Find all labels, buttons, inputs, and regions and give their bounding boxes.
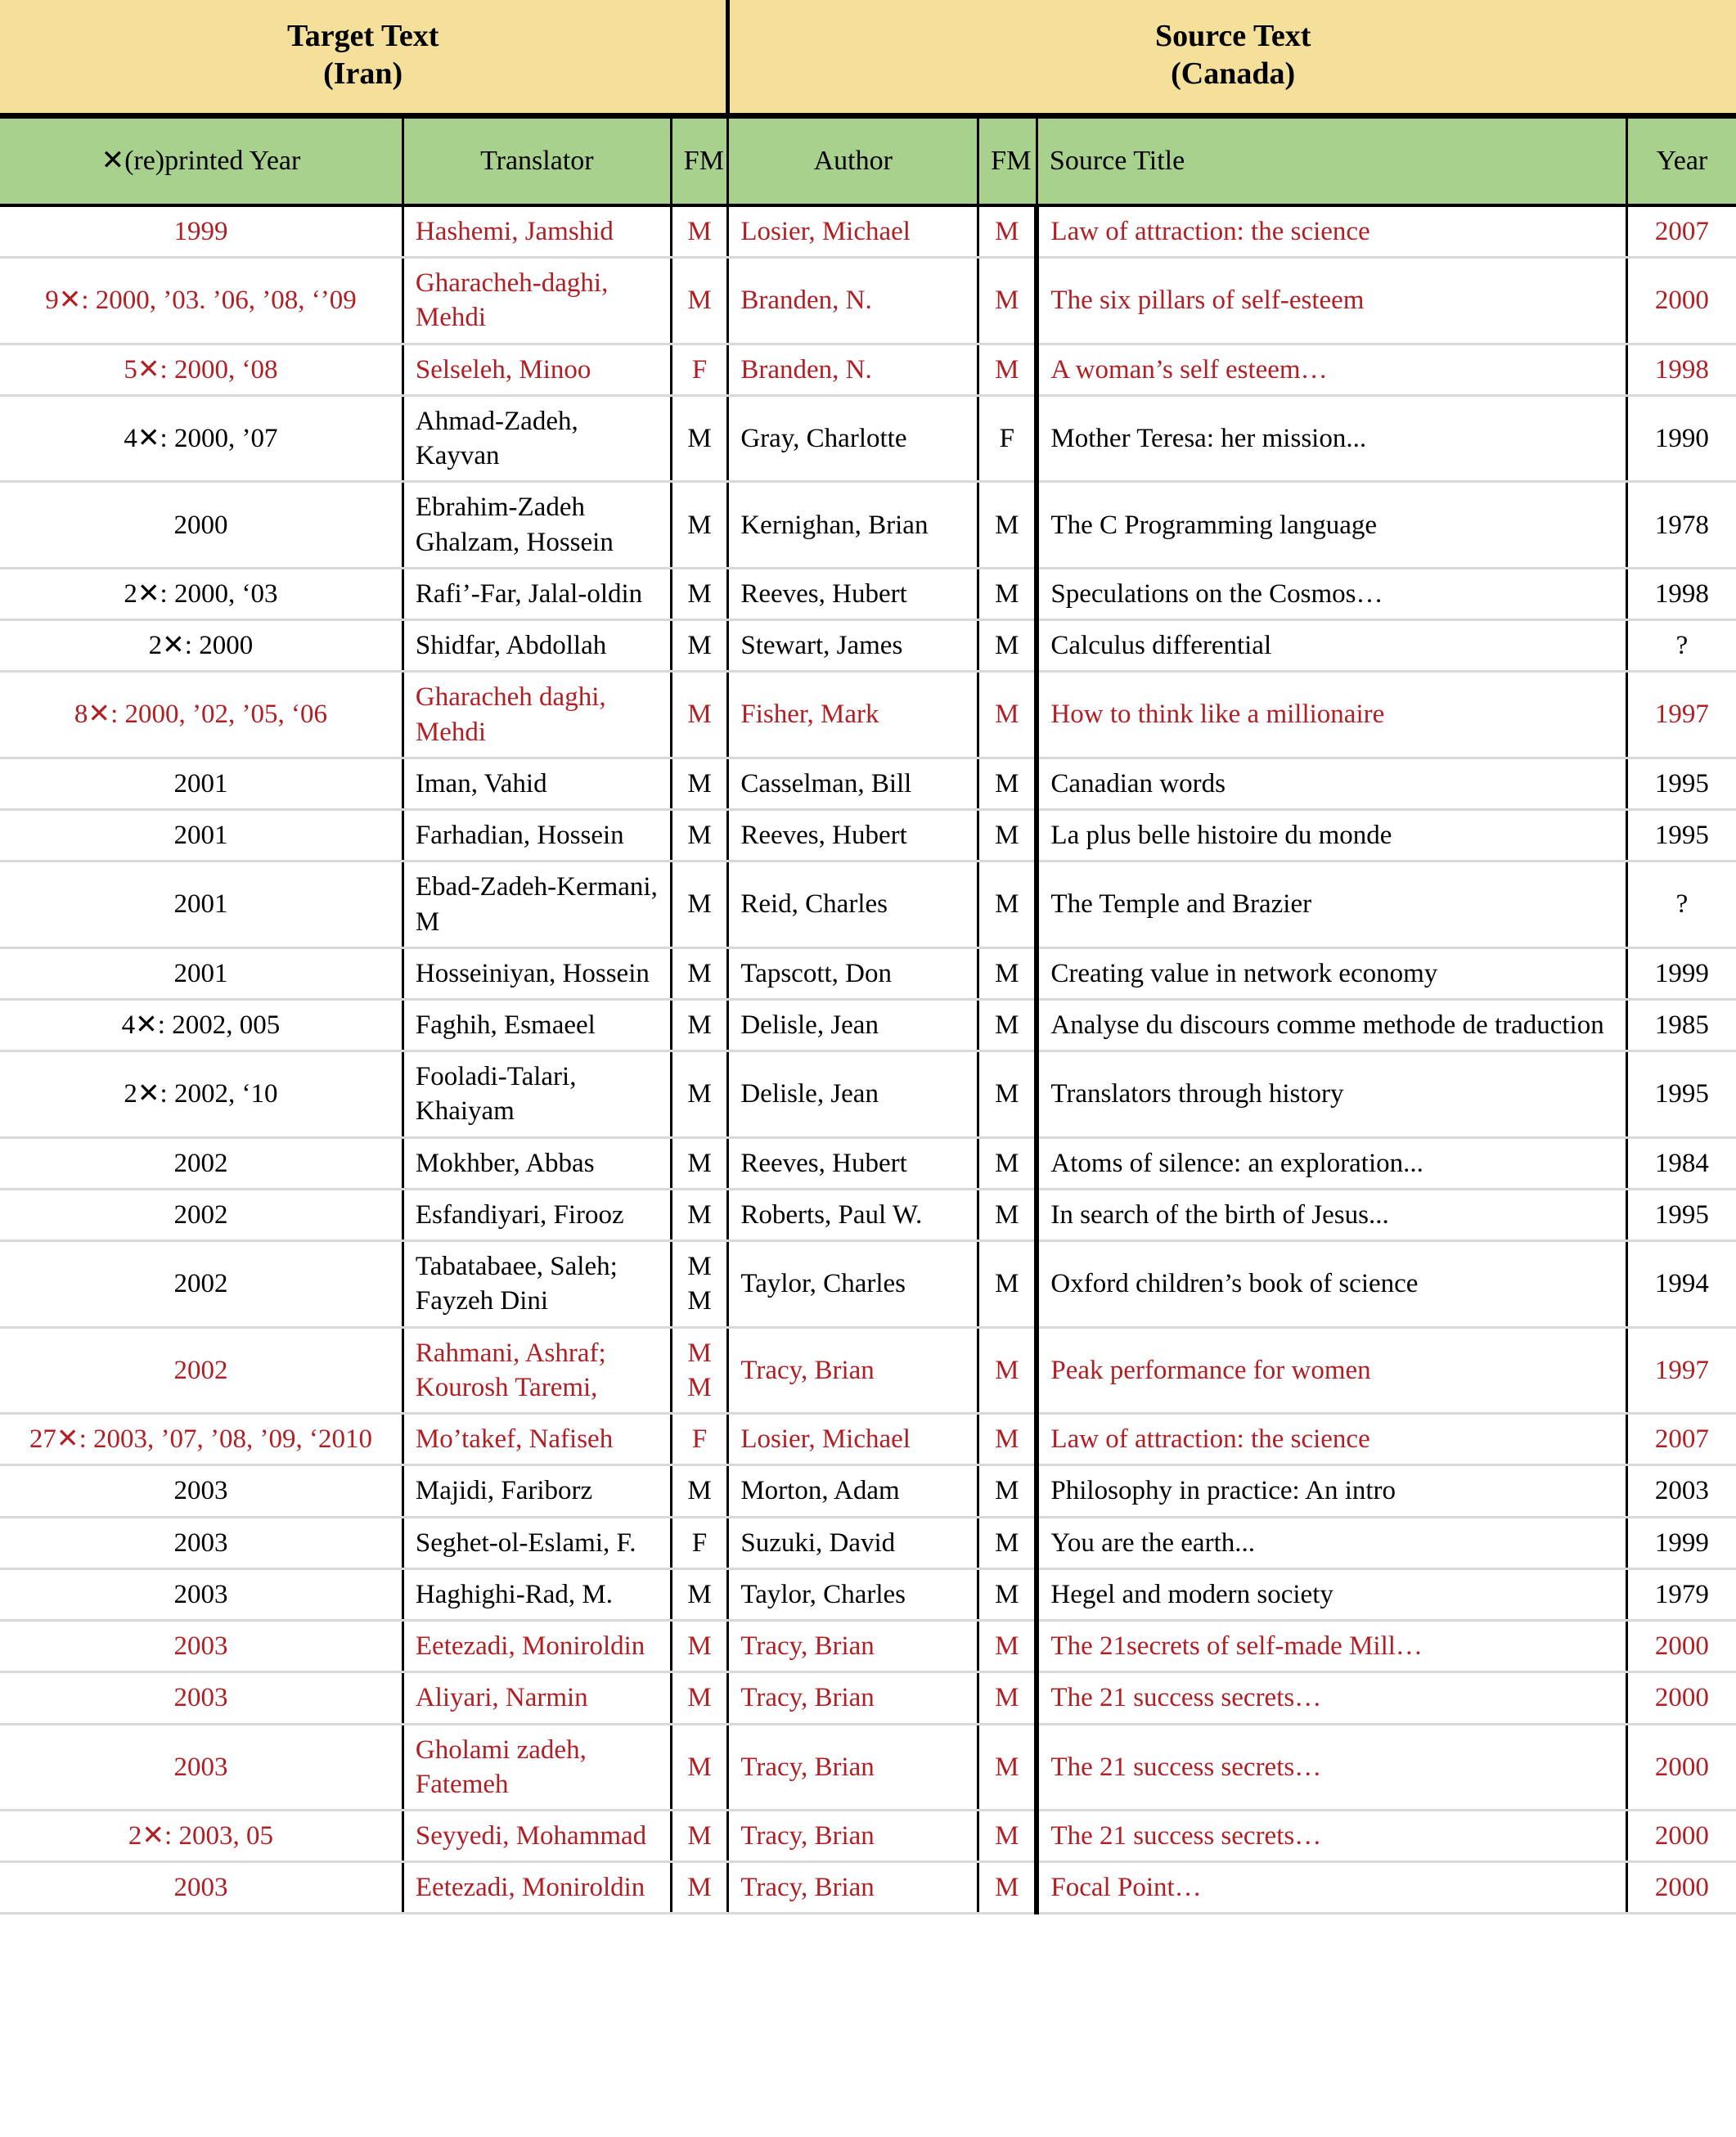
- cell-fm-source: M: [978, 258, 1037, 344]
- group-header-source: [728, 0, 1736, 116]
- cell-fm-source: M: [978, 1724, 1037, 1810]
- column-header-fm-target: FM: [671, 116, 728, 206]
- cell-fm-source: M: [978, 1621, 1037, 1672]
- cell-fm-target: M: [671, 672, 728, 758]
- cell-author: Tracy, Brian: [728, 1810, 978, 1861]
- cell-author: Tapscott, Don: [728, 947, 978, 999]
- cell-printed-year: 2003: [0, 1517, 403, 1568]
- cell-year: 2000: [1626, 258, 1736, 344]
- cell-translator: Mokhber, Abbas: [403, 1137, 671, 1189]
- cell-fm-target: F: [671, 344, 728, 395]
- cell-printed-year: 2003: [0, 1862, 403, 1914]
- cell-author: Reeves, Hubert: [728, 568, 978, 619]
- cell-fm-target: M: [671, 1810, 728, 1861]
- cell-source-title: In search of the birth of Jesus...: [1037, 1189, 1626, 1240]
- cell-source-title: You are the earth...: [1037, 1517, 1626, 1568]
- cell-source-title: The Temple and Brazier: [1037, 862, 1626, 947]
- cell-source-title: The C Programming language: [1037, 482, 1626, 568]
- cell-translator: Tabatabaee, Saleh; Fayzeh Dini: [403, 1241, 671, 1327]
- cell-translator: Seghet-ol-Eslami, F.: [403, 1517, 671, 1568]
- table-row: [0, 758, 1736, 809]
- cell-printed-year: 2001: [0, 758, 403, 809]
- cell-author: Delisle, Jean: [728, 1051, 978, 1137]
- cell-printed-year: 2✕: 2000, ‘03: [0, 568, 403, 619]
- cell-fm-source: M: [978, 1137, 1037, 1189]
- cell-translator: Gharacheh-daghi, Mehdi: [403, 258, 671, 344]
- cell-translator: Majidi, Fariborz: [403, 1465, 671, 1517]
- cell-printed-year: 1999: [0, 205, 403, 258]
- cell-author: Stewart, James: [728, 620, 978, 672]
- cell-fm-target: M: [671, 999, 728, 1051]
- cell-year: 2000: [1626, 1621, 1736, 1672]
- cell-source-title: Calculus differential: [1037, 620, 1626, 672]
- table-row: [0, 620, 1736, 672]
- table-row: [0, 1414, 1736, 1465]
- table-row: [0, 862, 1736, 947]
- column-header-printed-year-label: (re)printed Year: [124, 145, 301, 176]
- cell-fm-target: M M: [671, 1241, 728, 1327]
- cell-fm-source: M: [978, 205, 1037, 258]
- group-header-target: [0, 0, 728, 116]
- cell-fm-target: M: [671, 482, 728, 568]
- cell-fm-target: M: [671, 1051, 728, 1137]
- cell-source-title: The 21 success secrets…: [1037, 1672, 1626, 1724]
- cell-translator: Ahmad-Zadeh, Kayvan: [403, 395, 671, 481]
- cell-translator: Rafi’-Far, Jalal-oldin: [403, 568, 671, 619]
- cell-printed-year: 2✕: 2002, ‘10: [0, 1051, 403, 1137]
- table-body: [0, 205, 1736, 1914]
- cell-fm-target: M: [671, 620, 728, 672]
- cell-printed-year: 2002: [0, 1189, 403, 1240]
- column-header-year: Year: [1626, 116, 1736, 206]
- column-header-translator: Translator: [403, 116, 671, 206]
- cell-printed-year: 8✕: 2000, ’02, ’05, ‘06: [0, 672, 403, 758]
- cell-printed-year: 2000: [0, 482, 403, 568]
- table-row: [0, 999, 1736, 1051]
- cell-author: Tracy, Brian: [728, 1327, 978, 1413]
- cell-translator: Mo’takef, Nafiseh: [403, 1414, 671, 1465]
- cell-fm-target: M: [671, 205, 728, 258]
- cell-translator: Eetezadi, Moniroldin: [403, 1621, 671, 1672]
- table-row: [0, 1862, 1736, 1914]
- cell-fm-source: M: [978, 1672, 1037, 1724]
- cell-fm-source: M: [978, 1241, 1037, 1327]
- cell-source-title: Oxford children’s book of science: [1037, 1241, 1626, 1327]
- cell-fm-source: M: [978, 862, 1037, 947]
- cell-author: Reid, Charles: [728, 862, 978, 947]
- cell-source-title: The 21 success secrets…: [1037, 1810, 1626, 1861]
- cell-fm-source: F: [978, 395, 1037, 481]
- cell-fm-target: M: [671, 568, 728, 619]
- cell-author: Reeves, Hubert: [728, 1137, 978, 1189]
- cell-source-title: Focal Point…: [1037, 1862, 1626, 1914]
- cell-source-title: Philosophy in practice: An intro: [1037, 1465, 1626, 1517]
- cell-year: 1999: [1626, 1517, 1736, 1568]
- cell-year: 1995: [1626, 1051, 1736, 1137]
- cell-printed-year: 2003: [0, 1465, 403, 1517]
- table-row: [0, 1241, 1736, 1327]
- times-mark-icon: ✕: [101, 145, 125, 176]
- cell-author: Kernighan, Brian: [728, 482, 978, 568]
- cell-printed-year: 2001: [0, 810, 403, 862]
- cell-translator: Seyyedi, Mohammad: [403, 1810, 671, 1861]
- cell-printed-year: 2✕: 2003, 05: [0, 1810, 403, 1861]
- cell-fm-target: F: [671, 1517, 728, 1568]
- cell-year: 1995: [1626, 1189, 1736, 1240]
- cell-author: Branden, N.: [728, 258, 978, 344]
- cell-author: Losier, Michael: [728, 1414, 978, 1465]
- table-row: [0, 205, 1736, 258]
- table-row: [0, 395, 1736, 481]
- cell-author: Casselman, Bill: [728, 758, 978, 809]
- cell-source-title: The 21secrets of self-made Mill…: [1037, 1621, 1626, 1672]
- cell-fm-source: M: [978, 1189, 1037, 1240]
- cell-year: 1979: [1626, 1568, 1736, 1620]
- group-header-target-line1: Target Text: [286, 18, 439, 53]
- column-header-fm-source: FM: [978, 116, 1037, 206]
- column-header-row: [0, 116, 1736, 206]
- cell-year: 2003: [1626, 1465, 1736, 1517]
- cell-source-title: Hegel and modern society: [1037, 1568, 1626, 1620]
- table-row: [0, 1621, 1736, 1672]
- cell-translator: Rahmani, Ashraf; Kourosh Taremi,: [403, 1327, 671, 1413]
- cell-source-title: Atoms of silence: an exploration...: [1037, 1137, 1626, 1189]
- table-row: [0, 1051, 1736, 1137]
- cell-year: 2007: [1626, 205, 1736, 258]
- cell-fm-source: M: [978, 620, 1037, 672]
- cell-translator: Eetezadi, Moniroldin: [403, 1862, 671, 1914]
- cell-author: Suzuki, David: [728, 1517, 978, 1568]
- cell-year: 1999: [1626, 947, 1736, 999]
- cell-printed-year: 2002: [0, 1137, 403, 1189]
- column-header-author: Author: [728, 116, 978, 206]
- cell-translator: Ebad-Zadeh-Kermani, M: [403, 862, 671, 947]
- cell-source-title: Law of attraction: the science: [1037, 1414, 1626, 1465]
- table-row: [0, 1137, 1736, 1189]
- cell-author: Roberts, Paul W.: [728, 1189, 978, 1240]
- cell-source-title: The six pillars of self-esteem: [1037, 258, 1626, 344]
- cell-fm-target: M: [671, 1724, 728, 1810]
- cell-author: Tracy, Brian: [728, 1862, 978, 1914]
- cell-source-title: Speculations on the Cosmos…: [1037, 568, 1626, 619]
- cell-year: ?: [1626, 620, 1736, 672]
- cell-fm-target: M: [671, 1568, 728, 1620]
- cell-fm-target: M: [671, 758, 728, 809]
- cell-fm-target: F: [671, 1414, 728, 1465]
- cell-printed-year: 2003: [0, 1621, 403, 1672]
- cell-author: Tracy, Brian: [728, 1672, 978, 1724]
- cell-fm-target: M: [671, 862, 728, 947]
- cell-fm-target: M: [671, 947, 728, 999]
- cell-printed-year: 4✕: 2000, ’07: [0, 395, 403, 481]
- cell-fm-target: M: [671, 1465, 728, 1517]
- table-row: [0, 344, 1736, 395]
- cell-translator: Iman, Vahid: [403, 758, 671, 809]
- cell-fm-source: M: [978, 344, 1037, 395]
- cell-translator: Fooladi-Talari, Khaiyam: [403, 1051, 671, 1137]
- cell-printed-year: 2003: [0, 1672, 403, 1724]
- cell-printed-year: 4✕: 2002, 005: [0, 999, 403, 1051]
- cell-translator: Selseleh, Minoo: [403, 344, 671, 395]
- cell-year: 1998: [1626, 344, 1736, 395]
- cell-author: Branden, N.: [728, 344, 978, 395]
- cell-fm-source: M: [978, 1327, 1037, 1413]
- cell-author: Morton, Adam: [728, 1465, 978, 1517]
- table-row: [0, 568, 1736, 619]
- cell-fm-target: M M: [671, 1327, 728, 1413]
- cell-printed-year: 2003: [0, 1568, 403, 1620]
- cell-source-title: Translators through history: [1037, 1051, 1626, 1137]
- cell-year: 2000: [1626, 1810, 1736, 1861]
- table-row: [0, 672, 1736, 758]
- cell-year: 1990: [1626, 395, 1736, 481]
- table-row: [0, 1327, 1736, 1413]
- cell-translator: Faghih, Esmaeel: [403, 999, 671, 1051]
- cell-source-title: Mother Teresa: her mission...: [1037, 395, 1626, 481]
- cell-author: Fisher, Mark: [728, 672, 978, 758]
- cell-printed-year: 2001: [0, 947, 403, 999]
- cell-translator: Shidfar, Abdollah: [403, 620, 671, 672]
- cell-fm-source: M: [978, 1862, 1037, 1914]
- cell-fm-source: M: [978, 947, 1037, 999]
- cell-printed-year: 27✕: 2003, ’07, ’08, ’09, ‘2010: [0, 1414, 403, 1465]
- cell-year: 1995: [1626, 810, 1736, 862]
- cell-year: 1985: [1626, 999, 1736, 1051]
- group-header-source-line1: Source Text: [1154, 18, 1311, 53]
- cell-fm-source: M: [978, 758, 1037, 809]
- cell-translator: Ebrahim-Zadeh Ghalzam, Hossein: [403, 482, 671, 568]
- cell-year: 1998: [1626, 568, 1736, 619]
- cell-year: 2000: [1626, 1862, 1736, 1914]
- cell-year: 1978: [1626, 482, 1736, 568]
- cell-translator: Gholami zadeh, Fatemeh: [403, 1724, 671, 1810]
- cell-fm-source: M: [978, 1051, 1037, 1137]
- cell-source-title: The 21 success secrets…: [1037, 1724, 1626, 1810]
- cell-printed-year: 2002: [0, 1327, 403, 1413]
- cell-source-title: Creating value in network economy: [1037, 947, 1626, 999]
- cell-translator: Farhadian, Hossein: [403, 810, 671, 862]
- cell-year: 2000: [1626, 1672, 1736, 1724]
- table-row: [0, 482, 1736, 568]
- column-header-source-title: Source Title: [1037, 116, 1626, 206]
- cell-fm-source: M: [978, 568, 1037, 619]
- cell-fm-source: M: [978, 1465, 1037, 1517]
- cell-translator: Aliyari, Narmin: [403, 1672, 671, 1724]
- cell-fm-target: M: [671, 1137, 728, 1189]
- cell-year: 1995: [1626, 758, 1736, 809]
- cell-fm-target: M: [671, 1189, 728, 1240]
- table-row: [0, 947, 1736, 999]
- cell-year: 1997: [1626, 672, 1736, 758]
- cell-fm-source: M: [978, 1568, 1037, 1620]
- cell-fm-target: M: [671, 1672, 728, 1724]
- cell-printed-year: 2002: [0, 1241, 403, 1327]
- table-row: [0, 258, 1736, 344]
- table-row: [0, 1189, 1736, 1240]
- cell-fm-source: M: [978, 482, 1037, 568]
- cell-author: Reeves, Hubert: [728, 810, 978, 862]
- table-row: [0, 1672, 1736, 1724]
- cell-author: Tracy, Brian: [728, 1621, 978, 1672]
- table-row: [0, 1724, 1736, 1810]
- cell-translator: Hosseiniyan, Hossein: [403, 947, 671, 999]
- cell-author: Gray, Charlotte: [728, 395, 978, 481]
- cell-source-title: La plus belle histoire du monde: [1037, 810, 1626, 862]
- cell-translator: Hashemi, Jamshid: [403, 205, 671, 258]
- cell-source-title: Analyse du discours comme methode de traduction: [1037, 999, 1626, 1051]
- cell-author: Delisle, Jean: [728, 999, 978, 1051]
- cell-translator: Gharacheh daghi, Mehdi: [403, 672, 671, 758]
- cell-printed-year: 5✕: 2000, ‘08: [0, 344, 403, 395]
- cell-source-title: Law of attraction: the science: [1037, 205, 1626, 258]
- cell-author: Taylor, Charles: [728, 1568, 978, 1620]
- cell-year: 1984: [1626, 1137, 1736, 1189]
- cell-fm-target: M: [671, 1621, 728, 1672]
- table-row: [0, 1465, 1736, 1517]
- cell-source-title: Canadian words: [1037, 758, 1626, 809]
- cell-author: Losier, Michael: [728, 205, 978, 258]
- cell-author: Taylor, Charles: [728, 1241, 978, 1327]
- cell-fm-source: M: [978, 810, 1037, 862]
- cell-fm-source: M: [978, 1810, 1037, 1861]
- cell-printed-year: 2✕: 2000: [0, 620, 403, 672]
- cell-fm-source: M: [978, 1517, 1037, 1568]
- cell-translator: Haghighi-Rad, M.: [403, 1568, 671, 1620]
- cell-fm-target: M: [671, 395, 728, 481]
- table-row: [0, 1568, 1736, 1620]
- table-row: [0, 1810, 1736, 1861]
- cell-fm-target: M: [671, 258, 728, 344]
- cell-author: Tracy, Brian: [728, 1724, 978, 1810]
- cell-year: 2007: [1626, 1414, 1736, 1465]
- group-header-row: [0, 0, 1736, 116]
- cell-source-title: A woman’s self esteem…: [1037, 344, 1626, 395]
- cell-source-title: How to think like a millionaire: [1037, 672, 1626, 758]
- cell-translator: Esfandiyari, Firooz: [403, 1189, 671, 1240]
- cell-source-title: Peak performance for women: [1037, 1327, 1626, 1413]
- cell-fm-target: M: [671, 1862, 728, 1914]
- table-row: [0, 1517, 1736, 1568]
- cell-printed-year: 2003: [0, 1724, 403, 1810]
- cell-fm-target: M: [671, 810, 728, 862]
- cell-year: 1994: [1626, 1241, 1736, 1327]
- cell-printed-year: 9✕: 2000, ’03. ’06, ’08, ‘’09: [0, 258, 403, 344]
- group-header-target-line2: (Iran): [323, 56, 403, 91]
- cell-year: ?: [1626, 862, 1736, 947]
- cell-printed-year: 2001: [0, 862, 403, 947]
- cell-year: 2000: [1626, 1724, 1736, 1810]
- cell-fm-source: M: [978, 1414, 1037, 1465]
- table-row: [0, 810, 1736, 862]
- cell-year: 1997: [1626, 1327, 1736, 1413]
- column-header-printed-year: [0, 116, 403, 206]
- cell-fm-source: M: [978, 999, 1037, 1051]
- cell-fm-source: M: [978, 672, 1037, 758]
- group-header-source-line2: (Canada): [1171, 56, 1296, 91]
